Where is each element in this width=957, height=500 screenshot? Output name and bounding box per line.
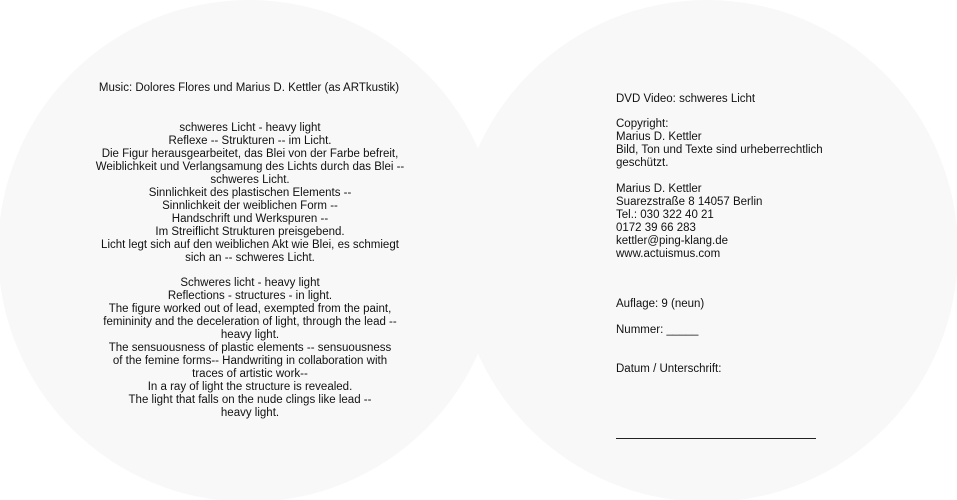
english-line: traces of artistic work-- — [192, 368, 308, 380]
german-line: schweres Licht - heavy light — [179, 122, 321, 134]
mobile-line: 0172 39 66 283 — [616, 222, 696, 234]
address-line: Suarezstraße 8 14057 Berlin — [616, 196, 763, 208]
german-line: Reflexe -- Strukturen -- im Licht. — [168, 135, 332, 147]
copy-number: Nummer: _____ — [616, 324, 699, 336]
english-line: heavy light. — [220, 407, 280, 419]
german-line: Die Figur herausgearbeitet, das Blei von der Farbe befreit, — [101, 148, 399, 160]
german-line: Handschrift und Werkspuren -- — [171, 213, 329, 225]
edition-size: Auflage: 9 (neun) — [616, 298, 705, 310]
english-line: The sensuousness of plastic elements -- sensuousness — [108, 342, 392, 354]
english-line: heavy light. — [220, 329, 280, 341]
copyright-line: Marius D. Kettler — [616, 131, 702, 143]
dvd-title: DVD Video: schweres Licht — [616, 93, 756, 105]
german-line: Weiblichkeit und Verlangsamung des Lichts durch das Blei -- — [95, 161, 405, 173]
website-line: www.actuismus.com — [616, 248, 721, 260]
english-line: Reflections - structures - in light. — [167, 290, 333, 302]
english-line: of the femine forms-- Handwriting in collaboration with — [112, 355, 388, 367]
copyright-line: geschützt. — [616, 157, 669, 169]
german-line: Licht legt sich auf den weiblichen Akt wie Blei, es schmiegt — [101, 239, 399, 251]
english-line: The light that falls on the nude clings like lead -- — [128, 394, 372, 406]
date-signature-label: Datum / Unterschrift: — [616, 363, 722, 375]
signature-line — [616, 438, 816, 439]
english-line: The figure worked out of lead, exempted from the paint, — [108, 303, 392, 315]
address-block — [616, 183, 762, 261]
copyright-block — [616, 118, 823, 170]
german-line: sich an -- schweres Licht. — [185, 252, 315, 264]
german-description — [40, 122, 460, 265]
copyright-line: Copyright: — [616, 118, 669, 130]
english-line: femininity and the deceleration of light, through the lead -- — [103, 316, 397, 328]
english-line: In a ray of light the structure is revealed. — [147, 381, 353, 393]
german-line: Sinnlichkeit der weiblichen Form -- — [162, 200, 338, 212]
copyright-line: Bild, Ton und Texte sind urheberrechtlich — [616, 144, 823, 156]
phone-line: Tel.: 030 322 40 21 — [616, 209, 714, 221]
english-description — [40, 277, 460, 420]
german-line: schweres Licht. — [210, 174, 290, 186]
english-line: Schweres licht - heavy light — [180, 277, 320, 289]
address-line: Marius D. Kettler — [616, 183, 702, 195]
music-credit: Music: Dolores Flores und Marius D. Kettler (as ARTkustik) — [98, 82, 400, 94]
email-line: kettler@ping-klang.de — [616, 235, 729, 247]
german-line: Im Streiflicht Strukturen preisgebend. — [155, 226, 345, 238]
german-line: Sinnlichkeit des plastischen Elements -- — [148, 187, 352, 199]
